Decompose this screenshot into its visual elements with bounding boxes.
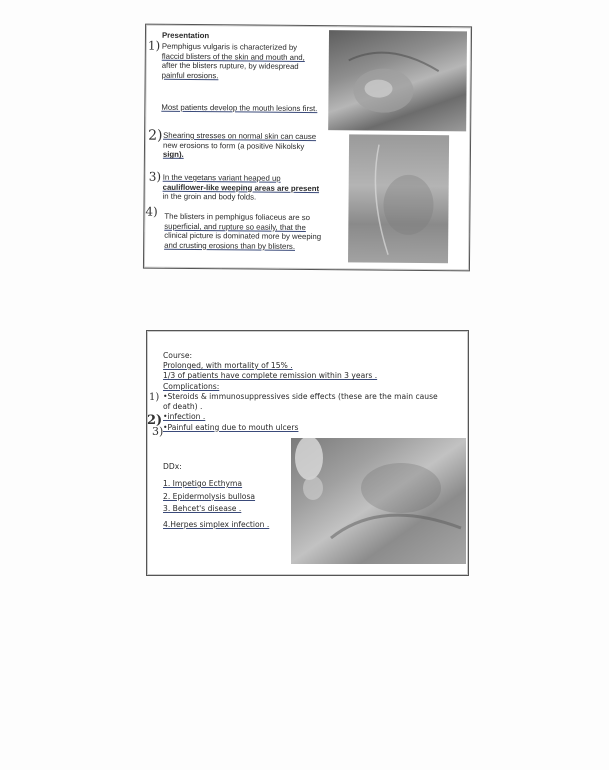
handwritten-number: 1) bbox=[149, 392, 160, 403]
clinical-photo-skin bbox=[348, 134, 449, 263]
paragraph-4 bbox=[164, 212, 321, 252]
paragraph-1 bbox=[162, 42, 305, 82]
list-item: 4.Herpes simplex infection . bbox=[163, 519, 270, 529]
handwritten-number: 3) bbox=[148, 169, 162, 184]
text-line: superficial, and rupture so easily, that the bbox=[164, 221, 306, 232]
text-line: •Painful eating due to mouth ulcers bbox=[163, 422, 299, 432]
ddx-list bbox=[163, 478, 269, 531]
course-body bbox=[163, 361, 438, 433]
text-line: The blisters in pemphigus foliaceus are so bbox=[164, 211, 311, 223]
text-line: Pemphigus vulgaris is characterized by bbox=[161, 41, 298, 52]
slide-title: Presentation bbox=[161, 30, 210, 41]
paragraph-1-note: Most patients develop the mouth lesions first. bbox=[161, 102, 318, 114]
paragraph-2 bbox=[163, 131, 316, 161]
paragraph-3 bbox=[163, 173, 320, 203]
text-line: sign). bbox=[162, 149, 184, 160]
slide-course bbox=[146, 330, 469, 576]
text-line: in the groin and body folds. bbox=[162, 191, 257, 202]
list-item: 2. Epidermolysis bullosa bbox=[163, 491, 256, 501]
text-line: Prolonged, with mortality of 15% . bbox=[163, 361, 293, 370]
text-line: cauliflower-like weeping areas are present bbox=[162, 182, 320, 193]
text-line: new erosions to form (a positive Nikolsky bbox=[162, 140, 305, 151]
text-line: of death) . bbox=[163, 402, 203, 412]
text-line: •Steroids & immunosuppressives side effects (these are the main cause bbox=[163, 391, 438, 401]
handwritten-number: 3) bbox=[152, 425, 164, 438]
clinical-photo-mouth bbox=[328, 30, 467, 131]
slide-presentation bbox=[143, 24, 472, 272]
handwritten-number: 2) bbox=[147, 413, 163, 428]
text-line: 1/3 of patients have complete remission within 3 years . bbox=[163, 371, 378, 381]
text-line: In the vegetans variant heaped up bbox=[162, 172, 281, 183]
text-line: painful erosions. bbox=[161, 70, 219, 81]
text-line: flaccid blisters of the skin and mouth and, bbox=[161, 51, 305, 62]
text-line: Complications: bbox=[163, 381, 220, 391]
ddx-title: DDx: bbox=[163, 462, 182, 471]
clinical-photo-groin bbox=[291, 438, 466, 564]
text-line: clinical picture is dominated more by weeping bbox=[164, 230, 322, 242]
handwritten-number: 2) bbox=[148, 127, 163, 144]
text-line: after the blisters rupture, by widespread bbox=[161, 60, 299, 72]
text-line: and crusting erosions than by blisters. bbox=[164, 240, 296, 251]
handwritten-number: 4) bbox=[145, 204, 158, 219]
course-title: Course: bbox=[163, 351, 193, 360]
list-item: 3. Behcet's disease . bbox=[163, 504, 242, 513]
text-line: •infection . bbox=[163, 412, 206, 422]
text-line: Shearing stresses on normal skin can cause bbox=[163, 130, 317, 142]
list-item: 1. Impetigo Ecthyma bbox=[163, 479, 243, 488]
handwritten-number: 1) bbox=[147, 38, 161, 53]
